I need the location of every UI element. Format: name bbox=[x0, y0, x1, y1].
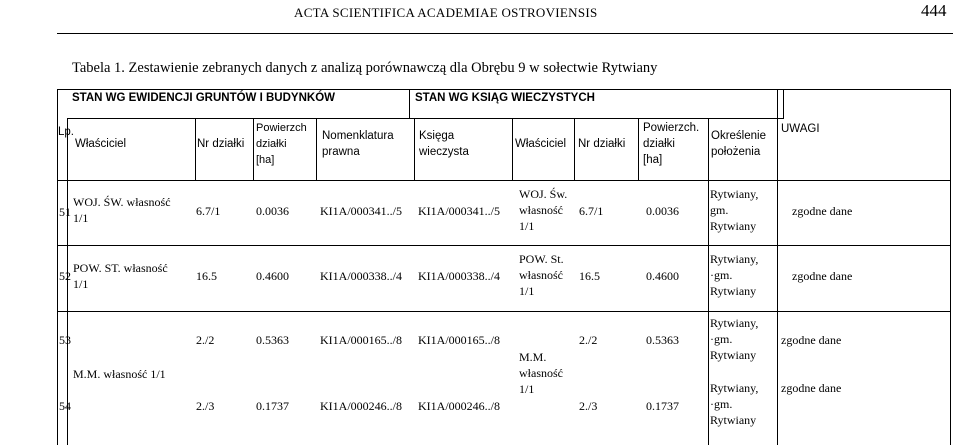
row-lp: 54 bbox=[59, 399, 71, 413]
row-lp: 52 bbox=[59, 269, 71, 283]
row-uwagi: zgodne dane bbox=[792, 269, 853, 283]
col-header-powierzchnia: Powierzch działki [ha] bbox=[256, 122, 307, 166]
group-header-ewidencja: STAN WG EWIDENCJI GRUNTÓW I BUDYNKÓW bbox=[72, 92, 335, 104]
row-okreslenie: Rytwiany, ·gm. Rytwiany bbox=[710, 381, 759, 427]
col-header-wlasciciel-kw: Właściciel bbox=[515, 138, 567, 150]
merged-owner-kw: M.M. własność 1/1 bbox=[519, 350, 563, 396]
row-nr-dzialki-kw: 2./2 bbox=[579, 333, 598, 347]
row-powierzchnia-kw: 0.4600 bbox=[646, 269, 679, 283]
header-rule bbox=[57, 33, 953, 34]
page-number: 444 bbox=[921, 1, 947, 20]
row-powierzchnia-kw: 0.5363 bbox=[646, 333, 679, 347]
col-header-okreslenie: Określenie położenia bbox=[711, 130, 766, 158]
row-nomenklatura: KI1A/000165../8 bbox=[320, 333, 402, 347]
row-nomenklatura: KI1A/000246../8 bbox=[320, 399, 402, 413]
row-powierzchnia: 0.4600 bbox=[256, 269, 289, 283]
running-header-journal: ACTA SCIENTIFICA ACADEMIAE OSTROVIENSIS bbox=[294, 5, 598, 20]
col-header-powierzchnia-kw: Powierzch. działki [ha] bbox=[643, 122, 700, 166]
row-uwagi: zgodne dane bbox=[781, 381, 842, 395]
merged-owner: M.M. własność 1/1 bbox=[73, 367, 166, 381]
row-owner-kw: WOJ. Św. własność 1/1 bbox=[519, 187, 568, 233]
col-header-ksiega: Księga wieczysta bbox=[419, 130, 469, 158]
col-header-lp: Lp. bbox=[58, 126, 74, 138]
row-owner: POW. ST. własność 1/1 bbox=[73, 261, 168, 291]
row-ksiega: KI1A/000246../8 bbox=[418, 399, 500, 413]
row-ksiega: KI1A/000165../8 bbox=[418, 333, 500, 347]
col-header-wlasciciel: Właściciel bbox=[75, 138, 127, 150]
col-header-nomenklatura: Nomenklatura prawna bbox=[322, 130, 394, 158]
row-powierzchnia: 0.5363 bbox=[256, 333, 289, 347]
row-powierzchnia: 0.1737 bbox=[256, 399, 289, 413]
row-nr-dzialki: 6.7/1 bbox=[196, 204, 221, 218]
col-header-uwagi: UWAGI bbox=[781, 123, 820, 135]
row-nr-dzialki-kw: 6.7/1 bbox=[579, 204, 604, 218]
row-nr-dzialki-kw: 2./3 bbox=[579, 399, 598, 413]
row-powierzchnia-kw: 0.0036 bbox=[646, 204, 679, 218]
row-powierzchnia: 0.0036 bbox=[256, 204, 289, 218]
row-ksiega: KI1A/000338../4 bbox=[418, 269, 500, 283]
table-caption: Tabela 1. Zestawienie zebranych danych z analizą porównawczą dla Obrębu 9 w sołectwie Rytwiany bbox=[72, 60, 658, 76]
row-nr-dzialki: 2./3 bbox=[196, 399, 215, 413]
row-uwagi: zgodne dane bbox=[792, 204, 853, 218]
row-owner: WOJ. ŚW. własność 1/1 bbox=[73, 195, 171, 225]
row-lp: 51 bbox=[59, 205, 71, 219]
row-okreslenie: Rytwiany, ·gm. Rytwiany bbox=[710, 316, 759, 362]
group-header-ksiegi: STAN WG KSIĄG WIECZYSTYCH bbox=[415, 92, 595, 104]
row-powierzchnia-kw: 0.1737 bbox=[646, 399, 679, 413]
row-nr-dzialki: 16.5 bbox=[196, 269, 217, 283]
row-owner-kw: POW. St. własność 1/1 bbox=[519, 252, 564, 298]
row-ksiega: KI1A/000341../5 bbox=[418, 204, 500, 218]
row-nr-dzialki: 2./2 bbox=[196, 333, 215, 347]
row-okreslenie: Rytwiany, ·gm. Rytwiany bbox=[710, 252, 759, 298]
row-nomenklatura: KI1A/000341../5 bbox=[320, 204, 402, 218]
row-uwagi: zgodne dane bbox=[781, 333, 842, 347]
row-nomenklatura: KI1A/000338../4 bbox=[320, 269, 402, 283]
col-header-nr-dzialki: Nr działki bbox=[197, 138, 245, 150]
row-okreslenie: Rytwiany, gm. Rytwiany bbox=[710, 187, 759, 233]
row-lp: 53 bbox=[59, 333, 71, 347]
col-header-nr-dzialki-kw: Nr działki bbox=[578, 138, 626, 150]
row-nr-dzialki-kw: 16.5 bbox=[579, 269, 600, 283]
